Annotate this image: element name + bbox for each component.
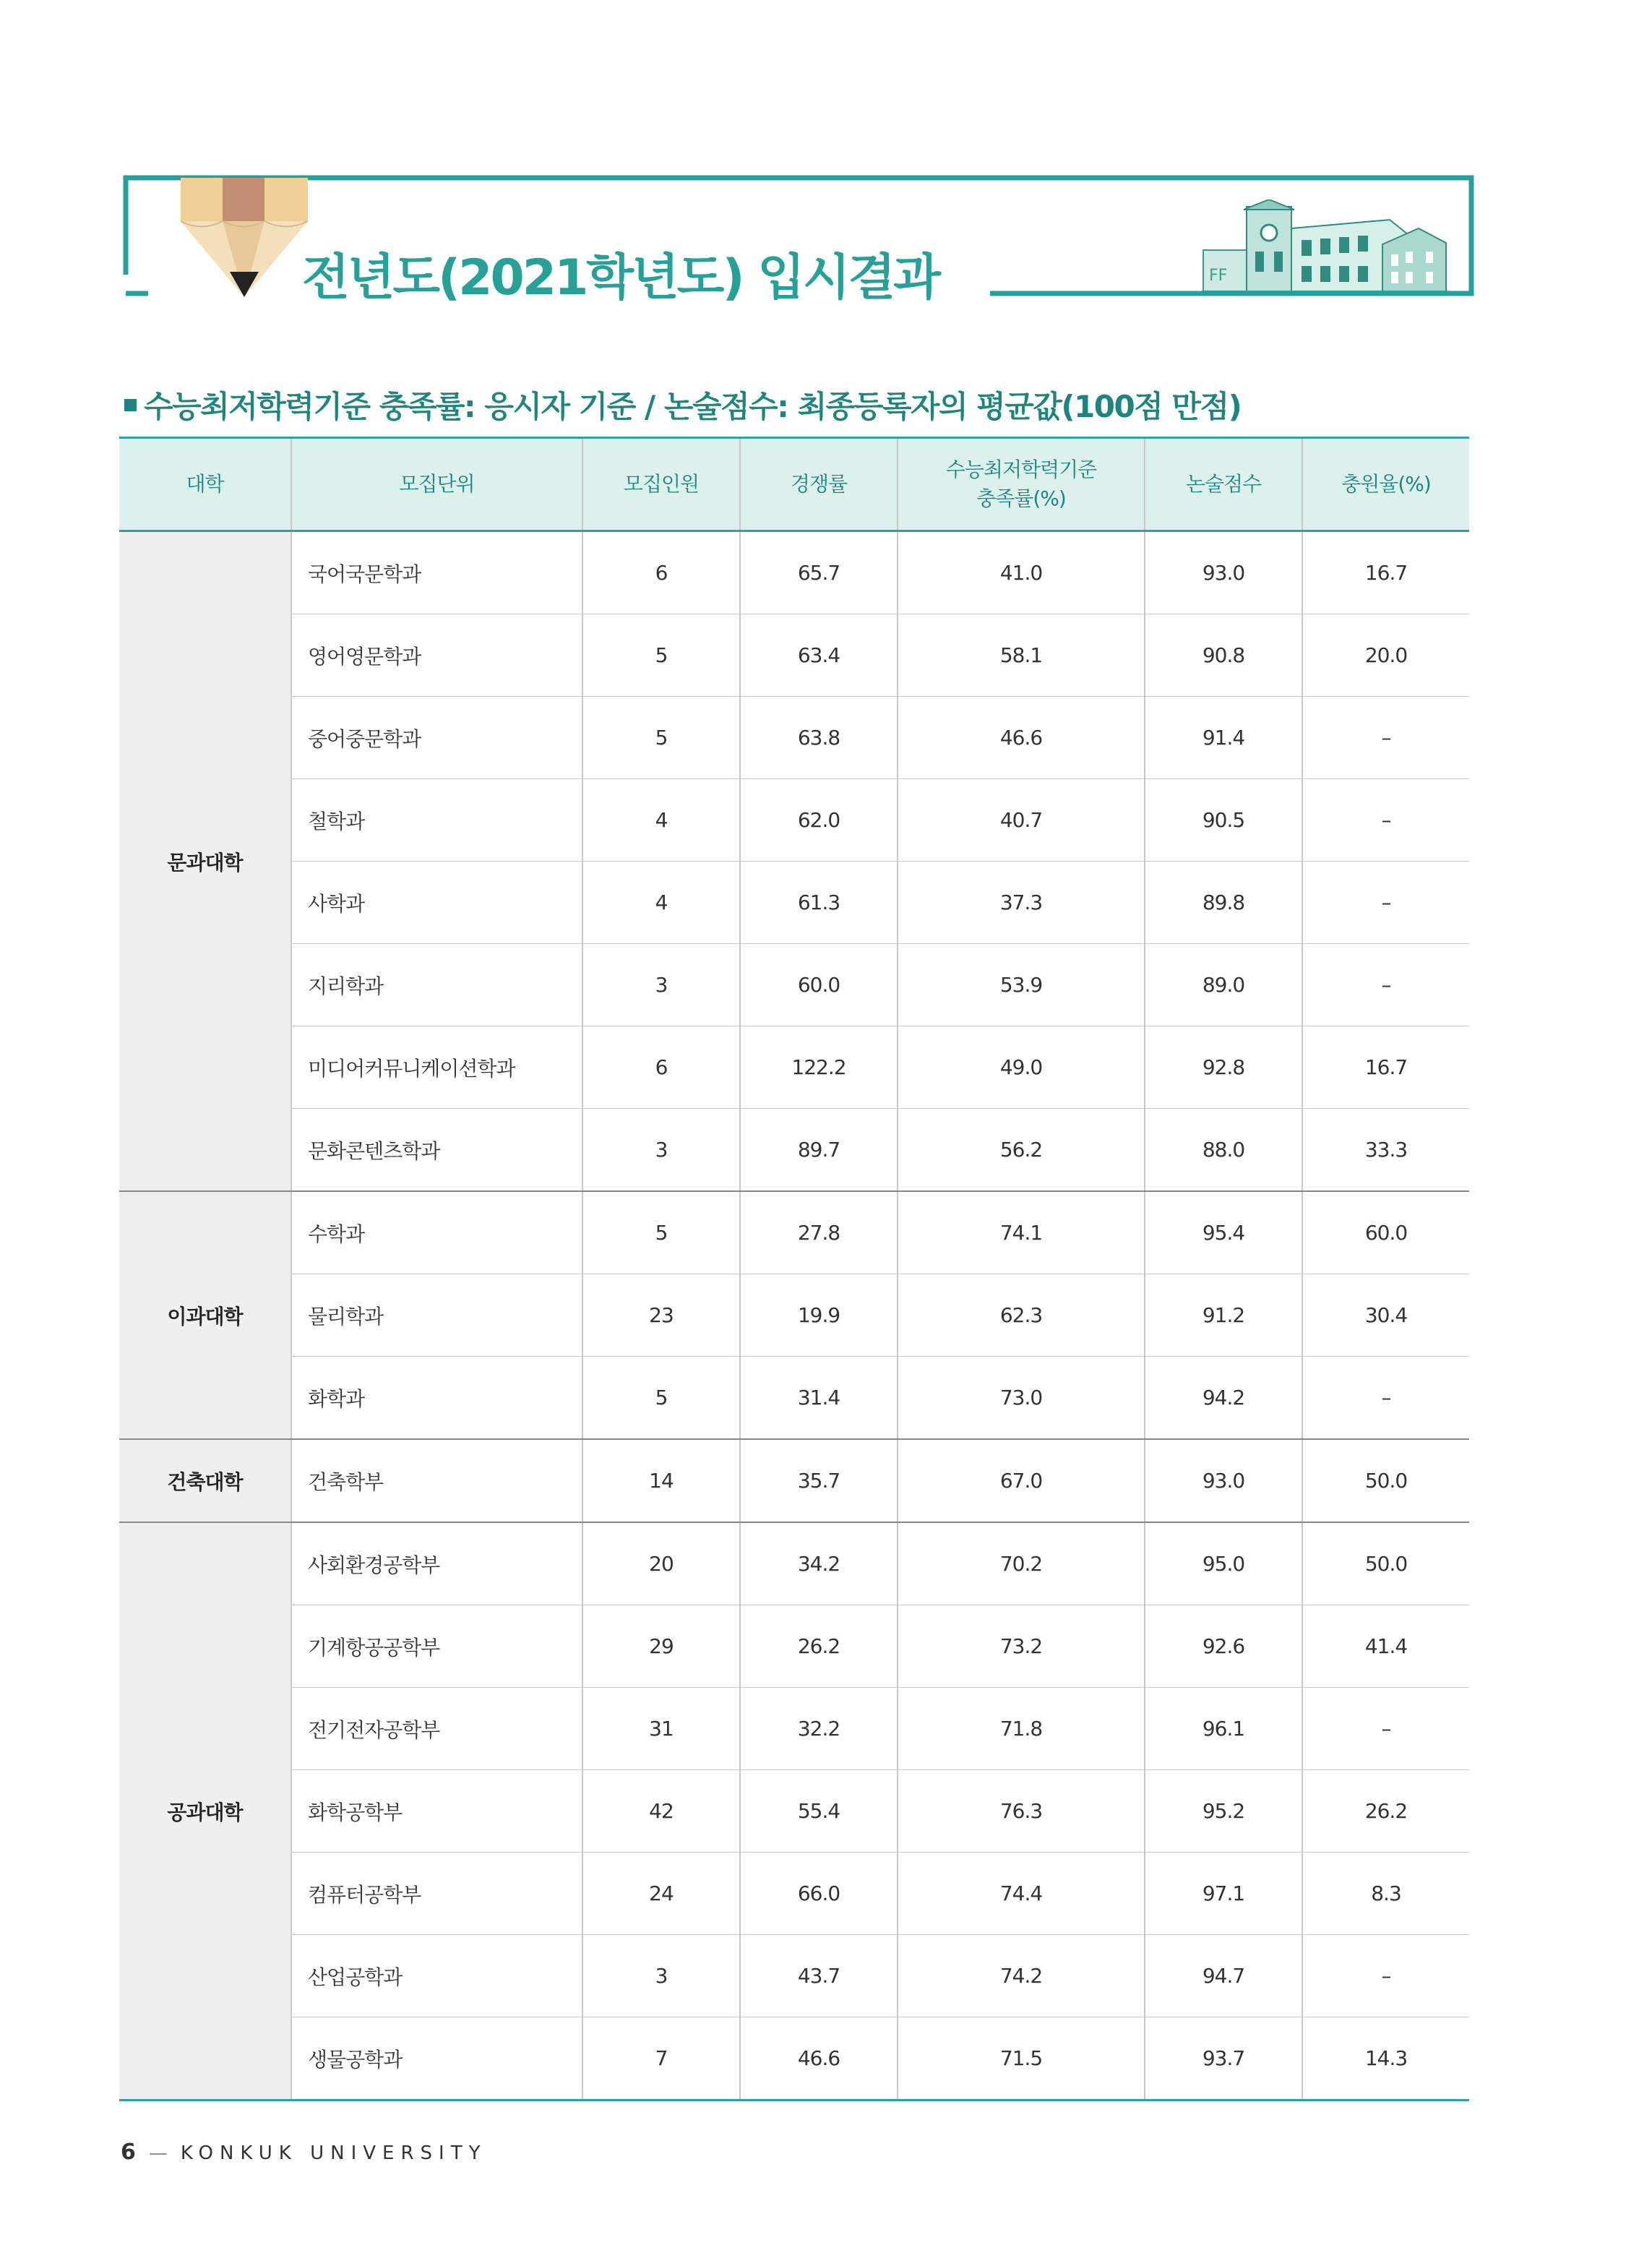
competition-cell: 46.6 [740,2017,898,2100]
svg-text:FF: FF [1209,267,1228,285]
csat-rate-cell: 74.1 [898,1191,1145,1274]
fill-rate-cell: 50.0 [1302,1522,1469,1605]
university-building-icon [1202,199,1447,293]
table-row [119,1605,1469,1688]
essay-score-cell: 95.2 [1145,1770,1302,1853]
essay-score-cell: 97.1 [1145,1853,1302,1935]
table-row [119,697,1469,779]
essay-score-cell: 95.4 [1145,1191,1302,1274]
department-cell: 산업공학과 [291,1935,582,2017]
fill-rate-cell: 60.0 [1302,1191,1469,1274]
competition-cell: 43.7 [740,1935,898,2017]
table-row [119,614,1469,697]
fill-rate-cell: 30.4 [1302,1274,1469,1357]
fill-rate-cell: – [1302,1688,1469,1770]
quota-cell: 14 [582,1439,740,1522]
essay-score-cell: 93.0 [1145,531,1302,614]
quota-cell: 29 [582,1605,740,1688]
csat-rate-cell: 74.4 [898,1853,1145,1935]
csat-rate-cell: 71.5 [898,2017,1145,2100]
competition-cell: 19.9 [740,1274,898,1357]
quota-cell: 23 [582,1274,740,1357]
csat-rate-cell: 40.7 [898,779,1145,862]
fill-rate-cell: 14.3 [1302,2017,1469,2100]
competition-cell: 32.2 [740,1688,898,1770]
quota-cell: 4 [582,862,740,944]
csat-rate-cell: 49.0 [898,1026,1145,1109]
square-bullet-icon [124,399,137,411]
department-cell: 화학공학부 [291,1770,582,1853]
college-cell: 이과대학 [119,1191,291,1439]
table-row [119,944,1469,1026]
essay-score-cell: 91.4 [1145,697,1302,779]
fill-rate-cell: 16.7 [1302,1026,1469,1109]
table-body [119,531,1469,2100]
department-cell: 철학과 [291,779,582,862]
essay-score-cell: 91.2 [1145,1274,1302,1357]
csat-rate-cell: 76.3 [898,1770,1145,1853]
page-title: 전년도(2021학년도) 입시결과 [302,249,939,306]
essay-score-cell: 92.8 [1145,1026,1302,1109]
competition-cell: 27.8 [740,1191,898,1274]
competition-cell: 26.2 [740,1605,898,1688]
table-row [119,1853,1469,1935]
csat-rate-cell: 53.9 [898,944,1145,1026]
quota-cell: 5 [582,697,740,779]
csat-rate-cell: 46.6 [898,697,1145,779]
essay-score-cell: 93.7 [1145,2017,1302,2100]
department-cell: 건축학부 [291,1439,582,1522]
fill-rate-cell: – [1302,1935,1469,2017]
table-row [119,531,1469,614]
quota-cell: 5 [582,1357,740,1440]
department-cell: 전기전자공학부 [291,1688,582,1770]
essay-score-cell: 90.5 [1145,779,1302,862]
table-row [119,779,1469,862]
header-fill-rate: 충원율(%) [1302,438,1469,531]
table-row [119,1109,1469,1192]
header-csat-line1: 수능최저학력기준 [945,458,1097,481]
table-row [119,1935,1469,2017]
table-row [119,1274,1469,1357]
essay-score-cell: 96.1 [1145,1688,1302,1770]
competition-cell: 63.4 [740,614,898,697]
table-row [119,1026,1469,1109]
footer-publisher: KONKUK UNIVERSITY [180,2142,487,2164]
college-cell: 문과대학 [119,531,291,1192]
department-cell: 사회환경공학부 [291,1522,582,1605]
essay-score-cell: 89.8 [1145,862,1302,944]
competition-cell: 62.0 [740,779,898,862]
quota-cell: 3 [582,1109,740,1192]
competition-cell: 63.8 [740,697,898,779]
header-csat-line2: 충족률(%) [976,486,1066,510]
competition-cell: 35.7 [740,1439,898,1522]
department-cell: 기계항공공학부 [291,1605,582,1688]
essay-score-cell: 94.7 [1145,1935,1302,2017]
footer-separator: — [148,2142,168,2164]
table-row [119,1439,1469,1522]
csat-rate-cell: 41.0 [898,531,1145,614]
quota-cell: 7 [582,2017,740,2100]
csat-rate-cell: 58.1 [898,614,1145,697]
department-cell: 사학과 [291,862,582,944]
department-cell: 지리학과 [291,944,582,1026]
competition-cell: 122.2 [740,1026,898,1109]
competition-cell: 66.0 [740,1853,898,1935]
table-row [119,2017,1469,2100]
table-row [119,1357,1469,1440]
header-college: 대학 [119,438,291,531]
page-footer [121,2140,486,2165]
table-row [119,1770,1469,1853]
department-cell: 컴퓨터공학부 [291,1853,582,1935]
quota-cell: 4 [582,779,740,862]
header-department: 모집단위 [291,438,582,531]
fill-rate-cell: 20.0 [1302,614,1469,697]
college-cell: 공과대학 [119,1522,291,2100]
competition-cell: 31.4 [740,1357,898,1440]
essay-score-cell: 88.0 [1145,1109,1302,1192]
quota-cell: 20 [582,1522,740,1605]
csat-rate-cell: 37.3 [898,862,1145,944]
fill-rate-cell: 33.3 [1302,1109,1469,1192]
table-row [119,1522,1469,1605]
section-subtitle [124,383,1241,426]
department-cell: 미디어커뮤니케이션학과 [291,1026,582,1109]
essay-score-cell: 94.2 [1145,1357,1302,1440]
college-cell: 건축대학 [119,1439,291,1522]
header-csat-rate [898,438,1145,531]
department-cell: 중어중문학과 [291,697,582,779]
department-cell: 영어영문학과 [291,614,582,697]
quota-cell: 3 [582,1935,740,2017]
department-cell: 국어국문학과 [291,531,582,614]
fill-rate-cell: 50.0 [1302,1439,1469,1522]
fill-rate-cell: – [1302,862,1469,944]
fill-rate-cell: – [1302,1357,1469,1440]
quota-cell: 31 [582,1688,740,1770]
quota-cell: 24 [582,1853,740,1935]
csat-rate-cell: 71.8 [898,1688,1145,1770]
essay-score-cell: 89.0 [1145,944,1302,1026]
table-row [119,1688,1469,1770]
admission-results-table [119,437,1469,2101]
department-cell: 수학과 [291,1191,582,1274]
essay-score-cell: 93.0 [1145,1439,1302,1522]
csat-rate-cell: 62.3 [898,1274,1145,1357]
csat-rate-cell: 73.2 [898,1605,1145,1688]
competition-cell: 89.7 [740,1109,898,1192]
header-essay-score: 논술점수 [1145,438,1302,531]
csat-rate-cell: 56.2 [898,1109,1145,1192]
quota-cell: 5 [582,1191,740,1274]
fill-rate-cell: 26.2 [1302,1770,1469,1853]
csat-rate-cell: 70.2 [898,1522,1145,1605]
competition-cell: 55.4 [740,1770,898,1853]
essay-score-cell: 95.0 [1145,1522,1302,1605]
title-banner [0,0,1652,318]
quota-cell: 3 [582,944,740,1026]
department-cell: 문화콘텐츠학과 [291,1109,582,1192]
fill-rate-cell: – [1302,944,1469,1026]
competition-cell: 34.2 [740,1522,898,1605]
essay-score-cell: 92.6 [1145,1605,1302,1688]
fill-rate-cell: 16.7 [1302,531,1469,614]
table-row [119,862,1469,944]
department-cell: 화학과 [291,1357,582,1440]
competition-cell: 65.7 [740,531,898,614]
fill-rate-cell: 8.3 [1302,1853,1469,1935]
quota-cell: 42 [582,1770,740,1853]
fill-rate-cell: 41.4 [1302,1605,1469,1688]
essay-score-cell: 90.8 [1145,614,1302,697]
pencil-icon [181,178,311,301]
competition-cell: 61.3 [740,862,898,944]
department-cell: 생물공학과 [291,2017,582,2100]
table-row [119,1191,1469,1274]
quota-cell: 6 [582,531,740,614]
quota-cell: 5 [582,614,740,697]
subtitle-text: 수능최저학력기준 충족률: 응시자 기준 / 논술점수: 최종등록자의 평균값(100점 만점) [144,389,1242,424]
department-cell: 물리학과 [291,1274,582,1357]
csat-rate-cell: 74.2 [898,1935,1145,2017]
csat-rate-cell: 67.0 [898,1439,1145,1522]
csat-rate-cell: 73.0 [898,1357,1145,1440]
header-competition: 경쟁률 [740,438,898,531]
page-number: 6 [121,2140,136,2165]
competition-cell: 60.0 [740,944,898,1026]
table-header-row [119,438,1469,531]
fill-rate-cell: – [1302,779,1469,862]
quota-cell: 6 [582,1026,740,1109]
fill-rate-cell: – [1302,697,1469,779]
header-quota: 모집인원 [582,438,740,531]
